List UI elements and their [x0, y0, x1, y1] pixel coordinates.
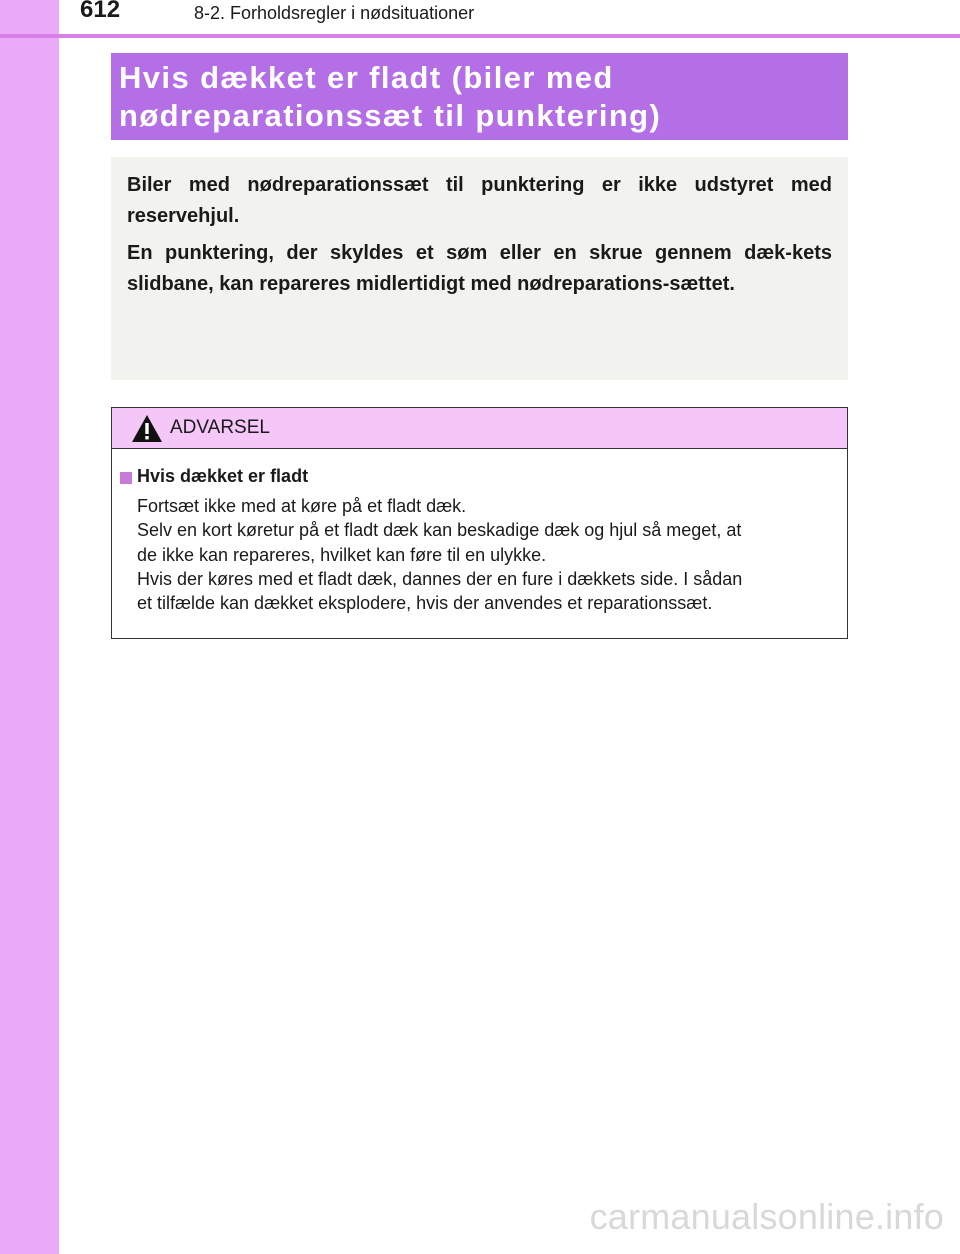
warning-label: ADVARSEL — [170, 417, 270, 438]
warning-line: de ikke kan repareres, hvilket kan føre til en ulykke. — [137, 544, 547, 565]
warning-line: Fortsæt ikke med at køre på et fladt dæk. — [137, 496, 467, 516]
warning-line: Selv en kort køretur på et fladt dæk kan beskadige dæk og hjul så meget, at — [137, 520, 742, 541]
page-number: 612 — [80, 0, 121, 23]
bullet-square-icon — [120, 472, 132, 484]
intro-paragraph-2: En punktering, der skyldes et søm eller en skrue gennem dæk-kets slidbane, kan repareres midlertidigt med nødreparations-sættet. — [127, 242, 832, 295]
watermark: carmanualsonline.info — [589, 1196, 944, 1237]
topic-title-line-2: nødreparationssæt til punktering) — [119, 98, 662, 133]
chapter-side-tab — [0, 0, 59, 1254]
intro-box — [111, 157, 848, 380]
page-header — [0, 0, 960, 36]
header-divider — [0, 34, 960, 38]
intro-paragraph-1: Biler med nødreparationssæt til punktering er ikke udstyret med reservehjul. — [127, 174, 832, 227]
warning-box — [111, 407, 848, 639]
warning-heading: Hvis dækket er fladt — [137, 466, 309, 486]
warning-header — [112, 408, 847, 449]
warning-line: Hvis der køres med et fladt dæk, dannes der en fure i dækkets side. I sådan — [137, 568, 743, 589]
topic-title-box — [111, 53, 848, 140]
warning-body — [137, 494, 842, 615]
warning-triangle-icon — [131, 414, 163, 443]
topic-title-line-1: Hvis dækket er fladt (biler med — [119, 60, 614, 95]
topic-title — [119, 59, 839, 135]
section-title: 8-2. Forholdsregler i nødsituationer — [194, 3, 475, 23]
warning-line: et tilfælde kan dækket eksplodere, hvis der anvendes et reparationssæt. — [137, 593, 713, 614]
